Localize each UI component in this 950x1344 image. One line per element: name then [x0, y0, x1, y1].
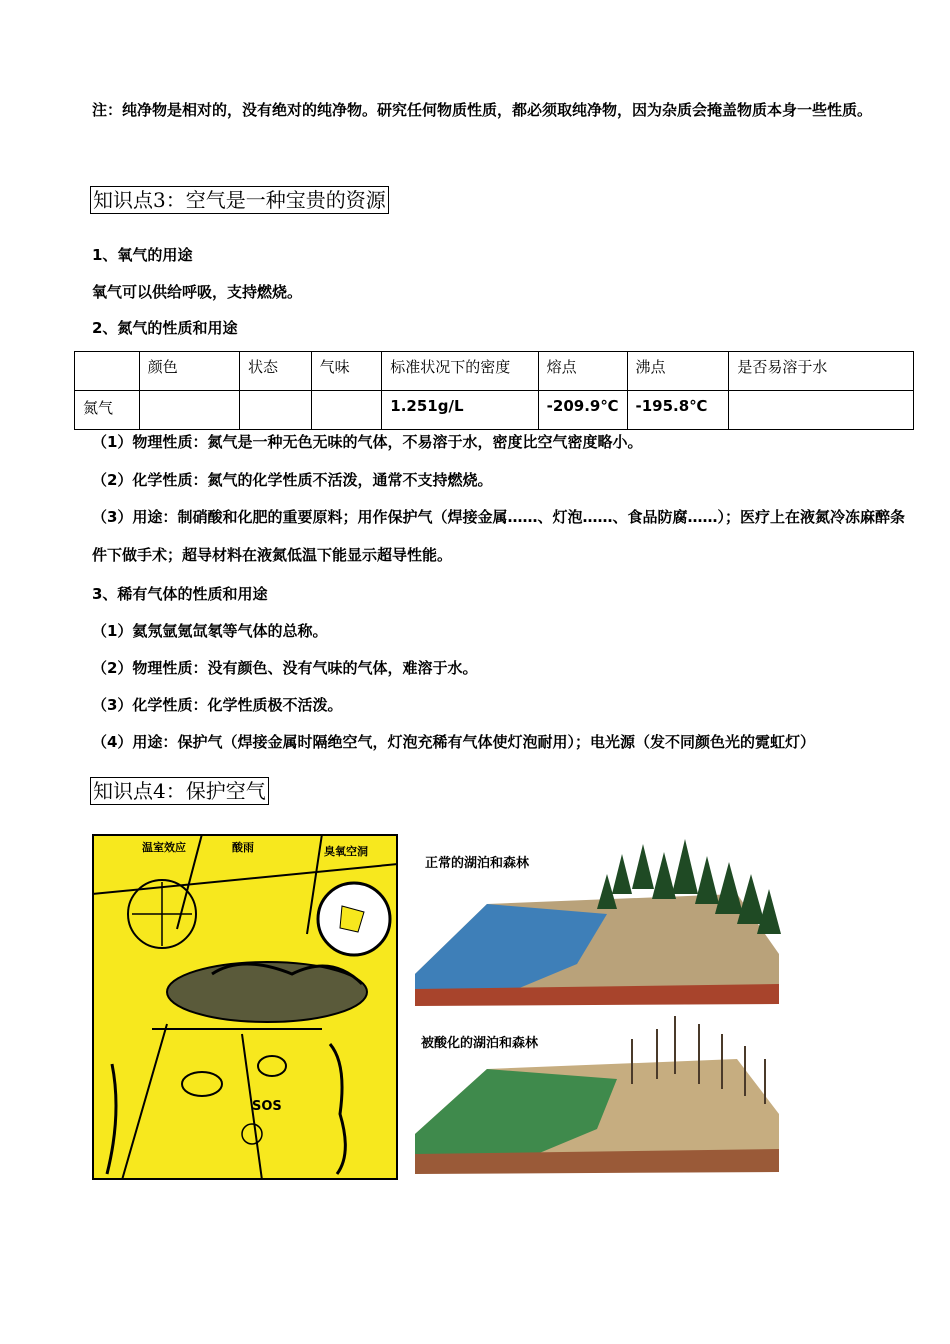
nitrogen-chemical: （2）化学性质：氮气的化学性质不活泼，通常不支持燃烧。	[92, 471, 493, 489]
nitrogen-title: 2、氮气的性质和用途	[92, 319, 238, 337]
cartoon-label-greenhouse: 温室效应	[142, 841, 186, 854]
normal-lake-label: 正常的湖泊和森林	[425, 856, 530, 871]
cartoon-label-sos: SOS	[252, 1099, 282, 1114]
table-header-cell: 是否易溶于水	[729, 352, 914, 391]
table-header-cell: 状态	[240, 352, 312, 391]
purity-note: 注：纯净物是相对的，没有绝对的纯净物。研究任何物质性质，都必须取纯净物，因为杂质会掩盖物质本身一些性质。	[92, 101, 873, 119]
table-header-cell	[75, 352, 140, 391]
cartoon-label-acid-rain: 酸雨	[232, 841, 254, 854]
rare-gas-item-2: （2）物理性质：没有颜色、没有气味的气体，难溶于水。	[92, 659, 478, 677]
lake-forest-illustration	[407, 834, 785, 1184]
nitrogen-uses: （3）用途：制硝酸和化肥的重要原料；用作保护气（焊接金属……、灯泡……、食品防腐……）；医疗上在液氮冷冻麻醉条件下做手术；超导材料在液氮低温下能显示超导性能。	[92, 508, 905, 564]
cartoon-label-ozone-hole: 臭氧空洞	[324, 845, 368, 858]
table-cell	[311, 391, 382, 430]
rare-gas-item-4: （4）用途：保护气（焊接金属时隔绝空气，灯泡充稀有气体使灯泡耐用）；电光源（发不同颜色光的霓虹灯）	[92, 733, 815, 751]
oxygen-title: 1、氧气的用途	[92, 246, 193, 264]
nitrogen-table	[74, 351, 914, 430]
acidified-lake-label: 被酸化的湖泊和森林	[421, 1036, 539, 1051]
table-cell: -195.8℃	[627, 391, 729, 430]
table-header-cell: 气味	[311, 352, 382, 391]
table-cell: 1.251g/L	[382, 391, 538, 430]
table-row	[75, 391, 914, 430]
rare-gas-title: 3、稀有气体的性质和用途	[92, 585, 268, 603]
table-cell	[240, 391, 312, 430]
table-cell: 氮气	[75, 391, 140, 430]
table-header-row	[75, 352, 914, 391]
nitrogen-physical: （1）物理性质：氮气是一种无色无味的气体，不易溶于水，密度比空气密度略小。	[92, 433, 643, 451]
section4-heading: 知识点4：保护空气	[90, 777, 269, 805]
table-cell	[139, 391, 239, 430]
pollution-cartoon	[92, 834, 398, 1180]
table-cell	[729, 391, 914, 430]
rare-gas-item-3: （3）化学性质：化学性质极不活泼。	[92, 696, 343, 714]
section3-heading: 知识点3：空气是一种宝贵的资源	[90, 186, 389, 214]
table-header-cell: 沸点	[627, 352, 729, 391]
rare-gas-item-1: （1）氦氖氩氪氙氡等气体的总称。	[92, 622, 328, 640]
table-header-cell: 颜色	[139, 352, 239, 391]
table-header-cell: 熔点	[538, 352, 627, 391]
table-header-cell: 标准状况下的密度	[382, 352, 538, 391]
table-cell: -209.9℃	[538, 391, 627, 430]
oxygen-text: 氧气可以供给呼吸，支持燃烧。	[92, 283, 303, 301]
